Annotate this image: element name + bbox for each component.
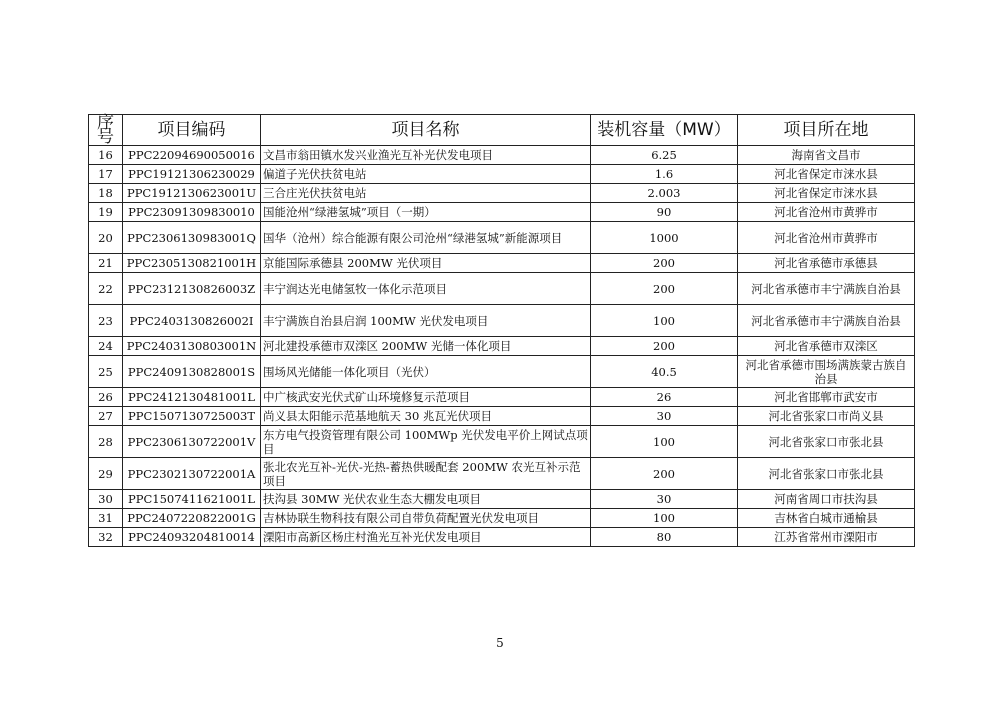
cell-capacity: 200: [591, 458, 738, 490]
cell-code: PPC2306130983001Q: [123, 222, 261, 254]
cell-capacity: 200: [591, 273, 738, 305]
cell-index: 24: [89, 337, 123, 356]
cell-index: 32: [89, 528, 123, 547]
cell-name: 吉林协联生物科技有限公司自带负荷配置光伏发电项目: [261, 509, 591, 528]
table-header-row: [89, 115, 915, 146]
cell-code: PPC2403130826002I: [123, 305, 261, 337]
cell-name: 偏道子光伏扶贫电站: [261, 165, 591, 184]
cell-capacity: 1.6: [591, 165, 738, 184]
cell-location: 河北省承德市丰宁满族自治县: [738, 273, 915, 305]
cell-index: 30: [89, 490, 123, 509]
cell-name: 文昌市翁田镇水发兴业渔光互补光伏发电项目: [261, 146, 591, 165]
cell-capacity: 26: [591, 388, 738, 407]
cell-capacity: 6.25: [591, 146, 738, 165]
table-row: [89, 146, 915, 165]
table-row: [89, 509, 915, 528]
cell-code: PPC2302130722001A: [123, 458, 261, 490]
cell-capacity: 30: [591, 407, 738, 426]
cell-capacity: 200: [591, 254, 738, 273]
cell-location: 河北省承德市丰宁满族自治县: [738, 305, 915, 337]
cell-code: PPC2305130821001H: [123, 254, 261, 273]
cell-code: PPC22094690050016: [123, 146, 261, 165]
cell-capacity: 30: [591, 490, 738, 509]
table-row: [89, 356, 915, 388]
cell-capacity: 100: [591, 305, 738, 337]
cell-index: 18: [89, 184, 123, 203]
cell-index: 23: [89, 305, 123, 337]
table-row: [89, 337, 915, 356]
cell-code: PPC2306130722001V: [123, 426, 261, 458]
cell-location: 河北省承德市围场满族蒙古族自治县: [738, 356, 915, 388]
cell-code: PPC1507411621001L: [123, 490, 261, 509]
cell-location: 河南省周口市扶沟县: [738, 490, 915, 509]
cell-index: 19: [89, 203, 123, 222]
cell-location: 河北省承德市承德县: [738, 254, 915, 273]
cell-name: 中广核武安光伏式矿山环境修复示范项目: [261, 388, 591, 407]
cell-capacity: 200: [591, 337, 738, 356]
cell-code: PPC2412130481001L: [123, 388, 261, 407]
cell-code: PPC23091309830010: [123, 203, 261, 222]
cell-name: 河北建投承德市双滦区 200MW 光储一体化项目: [261, 337, 591, 356]
table-row: [89, 273, 915, 305]
header-location: 项目所在地: [738, 115, 915, 146]
cell-capacity: 1000: [591, 222, 738, 254]
cell-location: 吉林省白城市通榆县: [738, 509, 915, 528]
cell-index: 27: [89, 407, 123, 426]
cell-name: 张北农光互补-光伏-光热-蓄热供暖配套 200MW 农光互补示范项目: [261, 458, 591, 490]
cell-code: PPC1912130623001U: [123, 184, 261, 203]
cell-location: 江苏省常州市溧阳市: [738, 528, 915, 547]
cell-name: 尚义县太阳能示范基地航天 30 兆瓦光伏项目: [261, 407, 591, 426]
cell-location: 河北省张家口市尚义县: [738, 407, 915, 426]
table-row: [89, 184, 915, 203]
cell-name: 三合庄光伏扶贫电站: [261, 184, 591, 203]
table-row: [89, 305, 915, 337]
cell-location: 河北省沧州市黄骅市: [738, 203, 915, 222]
cell-index: 20: [89, 222, 123, 254]
cell-code: PPC2409130828001S: [123, 356, 261, 388]
cell-code: PPC1507130725003T: [123, 407, 261, 426]
cell-location: 海南省文昌市: [738, 146, 915, 165]
table-row: [89, 254, 915, 273]
cell-capacity: 100: [591, 426, 738, 458]
cell-code: PPC19121306230029: [123, 165, 261, 184]
cell-index: 31: [89, 509, 123, 528]
table-row: [89, 222, 915, 254]
cell-code: PPC24093204810014: [123, 528, 261, 547]
table-row: [89, 458, 915, 490]
header-capacity: 装机容量（MW）: [591, 115, 738, 146]
cell-capacity: 2.003: [591, 184, 738, 203]
cell-name: 东方电气投资管理有限公司 100MWp 光伏发电平价上网试点项目: [261, 426, 591, 458]
project-table: [88, 114, 915, 547]
cell-capacity: 80: [591, 528, 738, 547]
cell-index: 17: [89, 165, 123, 184]
cell-index: 28: [89, 426, 123, 458]
header-index: 序号: [89, 115, 123, 146]
cell-code: PPC2312130826003Z: [123, 273, 261, 305]
cell-code: PPC2407220822001G: [123, 509, 261, 528]
cell-index: 21: [89, 254, 123, 273]
table-row: [89, 426, 915, 458]
cell-location: 河北省承德市双滦区: [738, 337, 915, 356]
cell-location: 河北省沧州市黄骅市: [738, 222, 915, 254]
cell-location: 河北省张家口市张北县: [738, 458, 915, 490]
cell-index: 29: [89, 458, 123, 490]
cell-name: 丰宁润达光电储氢牧一体化示范项目: [261, 273, 591, 305]
cell-capacity: 90: [591, 203, 738, 222]
table-row: [89, 165, 915, 184]
cell-code: PPC2403130803001N: [123, 337, 261, 356]
table-row: [89, 490, 915, 509]
header-code: 项目编码: [123, 115, 261, 146]
cell-location: 河北省张家口市张北县: [738, 426, 915, 458]
cell-capacity: 40.5: [591, 356, 738, 388]
page-number: 5: [496, 636, 504, 650]
cell-name: 京能国际承德县 200MW 光伏项目: [261, 254, 591, 273]
table-body: [89, 146, 915, 547]
cell-name: 溧阳市高新区杨庄村渔光互补光伏发电项目: [261, 528, 591, 547]
cell-name: 国能沧州“绿港氢城”项目（一期）: [261, 203, 591, 222]
cell-name: 扶沟县 30MW 光伏农业生态大棚发电项目: [261, 490, 591, 509]
cell-name: 丰宁满族自治县启润 100MW 光伏发电项目: [261, 305, 591, 337]
cell-capacity: 100: [591, 509, 738, 528]
cell-index: 22: [89, 273, 123, 305]
table-row: [89, 407, 915, 426]
header-name: 项目名称: [261, 115, 591, 146]
cell-name: 围场风光储能一体化项目（光伏）: [261, 356, 591, 388]
cell-location: 河北省保定市涞水县: [738, 184, 915, 203]
cell-name: 国华（沧州）综合能源有限公司沧州“绿港氢城”新能源项目: [261, 222, 591, 254]
cell-index: 26: [89, 388, 123, 407]
table-row: [89, 528, 915, 547]
cell-location: 河北省邯郸市武安市: [738, 388, 915, 407]
cell-index: 16: [89, 146, 123, 165]
cell-location: 河北省保定市涞水县: [738, 165, 915, 184]
table-row: [89, 388, 915, 407]
table-row: [89, 203, 915, 222]
cell-index: 25: [89, 356, 123, 388]
